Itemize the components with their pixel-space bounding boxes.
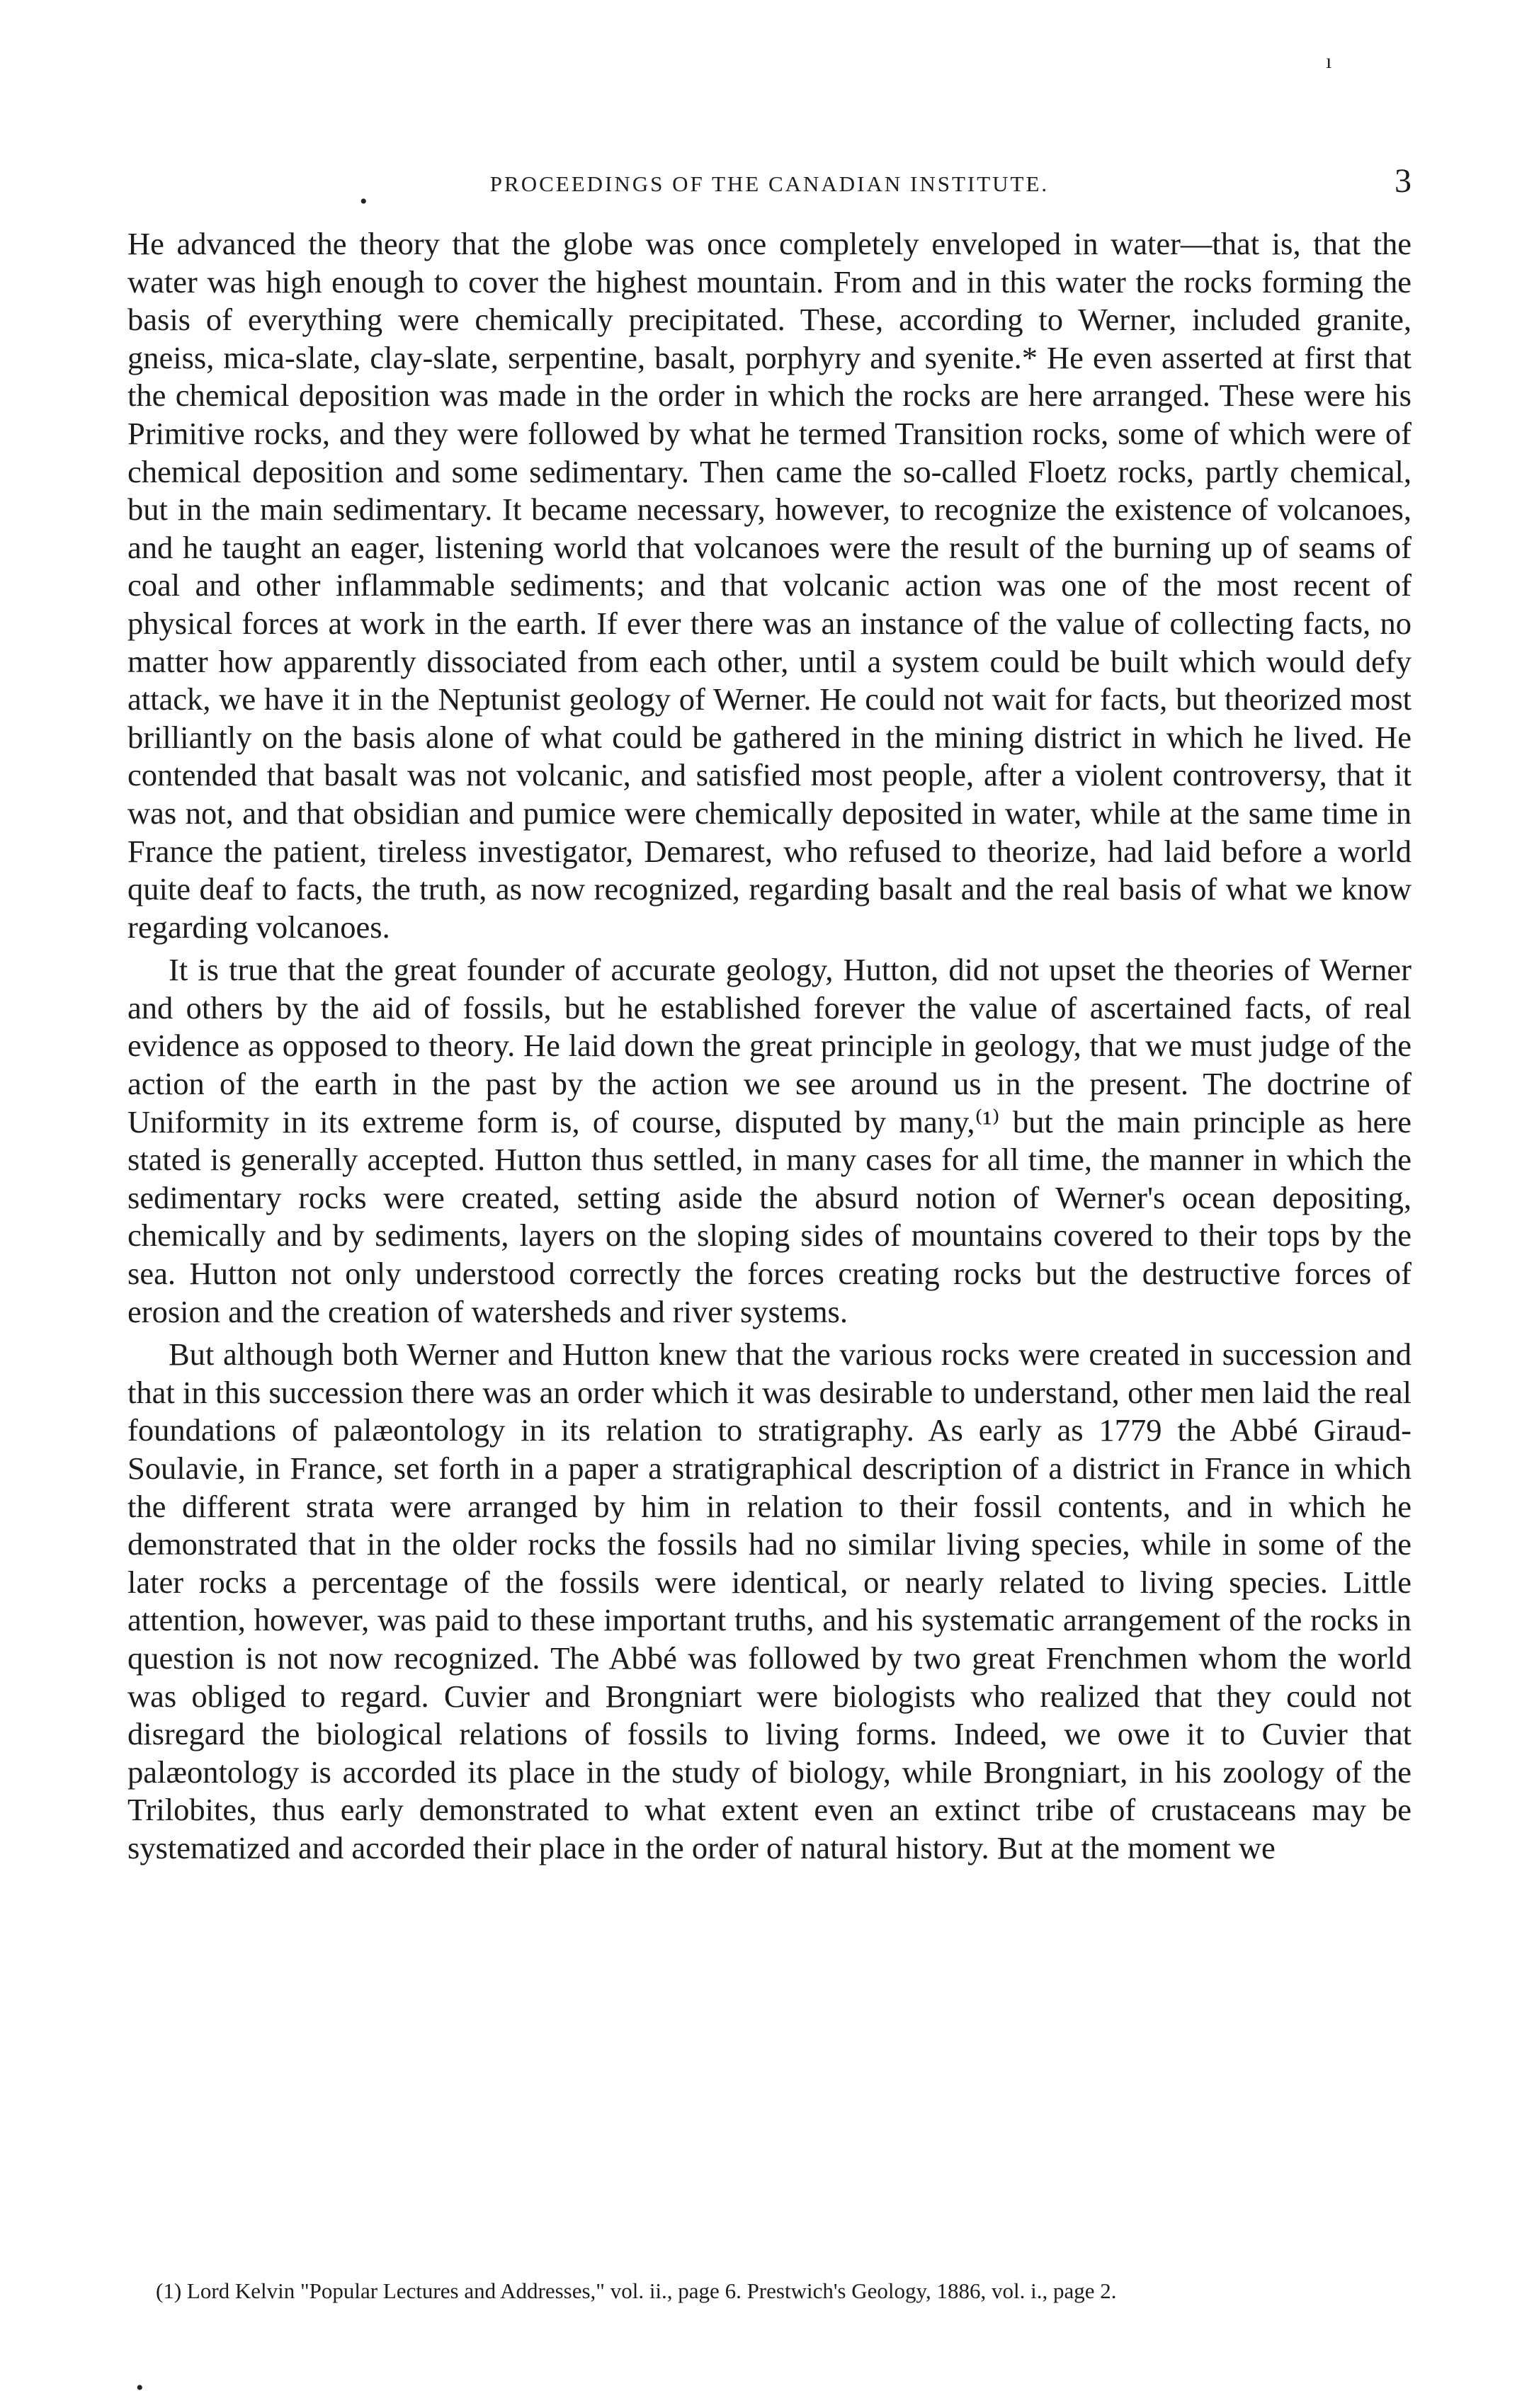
- paragraph-1: He advanced the theory that the globe was once completely enveloped in water—that is, that the water was high enough to cover the highest mountain. From and in this water the rocks forming the basis of everything were chemically precipitated. These, according to Werner, included granite, gneiss, mica-slate, clay-slate, serpentine, basalt, porphyry and syenite.* He even asserted at first that the chemical deposition was made in the order in which the rocks are here arranged. These were his Primitive rocks, and they were followed by what he termed Transition rocks, some of which were of chemical deposition and some sedimentary. Then came the so-called Floetz rocks, partly chemical, but in the main sedimentary. It became necessary, however, to recognize the existence of volcanoes, and he taught an eager, listening world that volcanoes were the result of the burning up of seams of coal and other inflammable sediments; and that volcanic action was one of the most recent of physical forces at work in the earth. If ever there was an instance of the value of collecting facts, no matter how apparently dissociated from each other, until a system could be built which would defy attack, we have it in the Neptunist geology of Werner. He could not wait for facts, but theorized most brilliantly on the basis alone of what could be gathered in the mining district in which he lived. He contended that basalt was not volcanic, and satisfied most people, after a violent controversy, that it was not, and that obsidian and pumice were chemically deposited in water, while at the same time in France the patient, tireless investigator, Demarest, who refused to theorize, had laid before a world quite deaf to facts, the truth, as now recognized, regarding basalt and the real basis of what we know regarding volcanoes.: [127, 226, 1412, 945]
- paragraph-2: It is true that the great founder of accurate geology, Hutton, did not upset the theories of Werner and others by the aid of fossils, but he established forever the value of ascertained facts, of real evidence as opposed to theory. He laid down the great principle in geology, that we must judge of the action of the earth in the past by the action we see around us in the present. The doctrine of Uniformity in its extreme form is, of course, disputed by many,⁽¹⁾ but the main principle as here stated is generally accepted. Hutton thus settled, in many cases for all time, the manner in which the sedimentary rocks were created, setting aside the absurd notion of Werner's ocean depositing, chemically and by sediments, layers on the sloping sides of mountains covered to their tops by the sea. Hutton not only understood correctly the forces creating rocks but the destructive forces of erosion and the creation of watersheds and river systems.: [127, 952, 1412, 1329]
- scan-speck: •: [136, 2376, 144, 2400]
- body-text: [127, 225, 1412, 1873]
- footnote: (1) Lord Kelvin "Popular Lectures and Addresses," vol. ii., page 6. Prestwich's Geology, 1886, vol. i., page 2.: [156, 2278, 1117, 2303]
- scan-speck: ı: [1326, 50, 1332, 73]
- scan-speck: •: [360, 190, 368, 213]
- paragraph-3: But although both Werner and Hutton knew that the various rocks were created in succession and that in this succession there was an order which it was desirable to understand, other men laid the real foundations of palæontology in its relation to stratigraphy. As early as 1779 the Abbé Giraud-Soulavie, in France, set forth in a paper a stratigraphical description of a district in France in which the different strata were arranged by him in relation to their fossil contents, and in which he demonstrated that in the older rocks the fossils had no similar living species, while in some of the later rocks a percentage of the fossils were identical, or nearly related to living species. Little attention, however, was paid to these important truths, and his systematic arrangement of the rocks in question is not now recognized. The Abbé was followed by two great Frenchmen whom the world was obliged to regard. Cuvier and Brongniart were biologists who realized that they could not disregard the biological relations of fossils to living forms. Indeed, we owe it to Cuvier that palæontology is accorded its place in the study of biology, while Brongniart, in his zoology of the Trilobites, thus early demonstrated to what extent even an extinct tribe of crustaceans may be systematized and accorded their place in the order of natural history. But at the moment we: [127, 1336, 1412, 1865]
- page-header: [127, 161, 1412, 211]
- page-number: 3: [1395, 162, 1412, 200]
- running-title: PROCEEDINGS OF THE CANADIAN INSTITUTE.: [489, 171, 1050, 196]
